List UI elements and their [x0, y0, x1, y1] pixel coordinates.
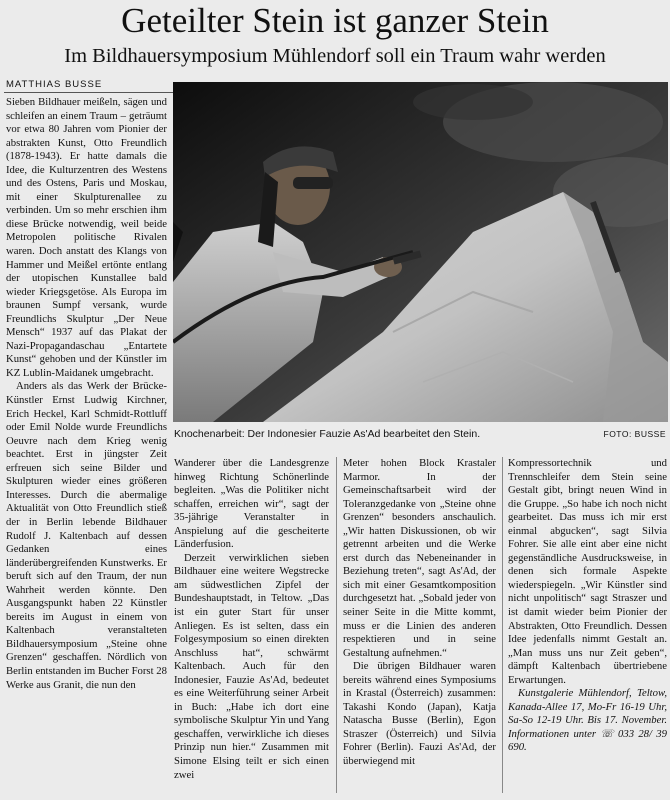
headline: Geteilter Stein ist ganzer Stein: [121, 1, 549, 40]
paragraph: Meter hohen Block Krastaler Marmor. In der Gemeinschaftsarbeit wird der Toleranzgedanke von „Steine ohne Grenzen“ besonders anschaulich. „Wir hatten Diskussionen, ob wir getrennt arbeiten und die Werke erst durch das Nebeneinander in Beziehung treten“, sagt As'Ad, der sich mit einer Gesamtkomposition durchgesetzt hat. „Sobald jeder von seiner Seite in die Mitte kommt, muss er die Linien des anderen respektieren und in seine Gestaltung aufnehmen.“: [343, 457, 496, 659]
paragraph: Derzeit verwirklichen sieben Bildhauer eine weitere Wegstrecke am südwestlichen Zipfel der Bundeshauptstadt, in Teltow. „Das ist ein guter Start für unser Anliegen. Es ist selten, dass ein Folgesymposium so einen direkten Anschluss hat“, schwärmt Kaltenbach. Auch für den Indonesier, Fauzie As'Ad, bedeutet es eine Weiterführung seiner Arbeit in Buch: „Habe ich dort eine symbolische Skulptur Yin und Yang geschaffen, verwirkliche ich dieses Prinzip nun hier.“ Zusammen mit Simone Elsing teilt er sich einen zwei: [174, 551, 329, 781]
article-column-4: [508, 457, 667, 797]
article-column-2: [174, 457, 329, 797]
article-column-1: [6, 96, 167, 796]
photo-cloud: [413, 84, 533, 120]
exhibition-info: Kunstgalerie Mühlendorf, Teltow, Kanada-Allee 17, Mo-Fr 16-19 Uhr, Sa-So 12-19 Uhr. Bis 17. November. Informationen unter ☏ 033 28/ 39 690.: [508, 687, 667, 754]
column-divider: [502, 457, 503, 793]
caption-text: Knochenarbeit: Der Indonesier Fauzie As'Ad bearbeitet den Stein.: [174, 428, 481, 440]
paragraph: Wanderer über die Landesgrenze hinweg Richtung Schönerlinde begleiten. „Was die Politiker nicht schaffen, erreichen wir“, sagt der 35-jährige Veranstalter in Anspielung auf die gescheiterte Länderfusion.: [174, 457, 329, 551]
subheadline: Im Bildhauersymposium Mühlendorf soll ein Traum wahr werden: [64, 45, 606, 67]
byline: MATTHIAS BUSSE: [6, 79, 103, 90]
photo-credit: FOTO: BUSSE: [603, 429, 666, 439]
article-photo: [173, 82, 668, 422]
column-divider: [336, 457, 337, 793]
paragraph: Sieben Bildhauer meißeln, sägen und schleifen an einem Traum – geträumt vor etwa 80 Jahren vom Pionier der abstrakten Kunst, Otto Freundlich (1878-1943). Er hatte damals die Idee, die Kulturzentren des Westens und des Ostens, Paris und Moskau, mit einer Skulpturenallee zu verbinden. Um so mehr erschien ihm diese Brücke notwendig, weil beide Metropolen politische Rivalen waren. Doch anstatt des Klangs von Hammer und Meißel ertönte entlang der utopischen Kunstallee bald wieder Kriegsgetöse. Als Europa im braunen Sumpf versank, wurde Freundlichs Skulptur „Der Neue Mensch“ 1937 auf das Plakat der Nazi-Propagandaschau „Entartete Kunst“ gehoben und der Künstler im KZ Lublin-Maidanek umgebracht.: [6, 96, 167, 379]
paragraph: Die übrigen Bildhauer waren bereits während eines Symposiums in Krastal (Österreich) zusammen: Takashi Kondo (Japan), Katja Natascha Busse (Berlin), Egon Straszer (Österreich) und Silvia Fohrer (Berlin). Fauzi As'Ad, der überwiegend mit: [343, 660, 496, 768]
paragraph: Anders als das Werk der Brücke-Künstler Ernst Ludwig Kirchner, Erich Heckel, Karl Schmidt-Rottluff oder Emil Nolde wurde Freundlichs Oeuvre nach dem Krieg wenig beachtet. Erst in jüngster Zeit erfreuen sich seine Bilder und Skulpturen wieder eines größeren Interesses. Durch die abermalige Aktualität von Otto Freundlich stieß der in Berlin lebende Bildhauer Rudolf J. Kaltenbach auf dessen Gedanken eines länderübergreifenden Kunstwerks. Er beruft sich auf den Traum, der nun Wahrheit werden könnte. Den Ausgangspunkt haben 22 Künstler bereits im August in einem von Kaltenbach veranstalteten Bildhauersymposium „Steine ohne Grenzen“ geschaffen. Nördlich von Berlin entstanden im Bucher Forst 28 Werke aus Granit, die nun den: [6, 380, 167, 691]
paragraph: Kompressortechnik und Trennschleifer dem Stein seine Gestalt gibt, bringt neuen Wind in die Gruppe. „So habe ich noch nicht gearbeitet. Das muss ich mir erst einmal abgucken“, sagt Silvia Fohrer. Sie alle eint aber eine nicht gegenständliche Ausdrucksweise, in denen sich formale Aspekte wiederspiegeln. „Wir Künstler sind nicht unpolitisch“ sagt Straszer und ist damit wieder beim Pionier der Abstrakten, Otto Freundlich. Dessen Idee jedenfalls nimmt Gestalt an. „Man muss uns nur Zeit geben“, dämpft Kaltenbach übertriebene Erwartungen.: [508, 457, 667, 686]
article-column-3: [343, 457, 496, 797]
photo-goggles: [293, 177, 333, 189]
photo-caption: [174, 428, 668, 441]
